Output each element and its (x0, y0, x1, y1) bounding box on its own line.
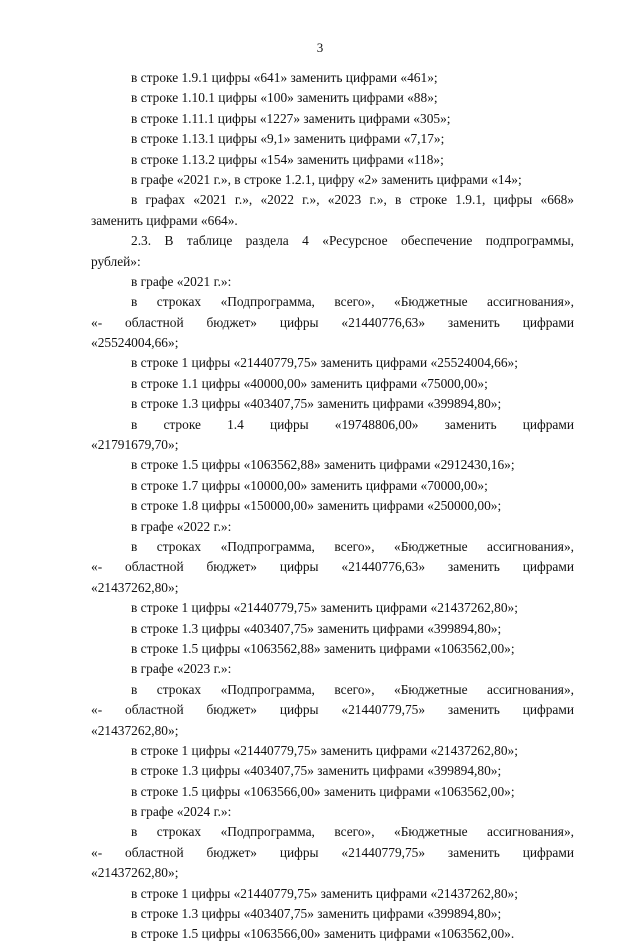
text-line: в графе «2022 г.»: (131, 518, 232, 534)
text-line: в графе «2021 г.», в строке 1.2.1, цифру «2» заменить цифрами «14»; (131, 171, 522, 187)
text-line: в строке 1 цифры «21440779,75» заменить цифрами «21437262,80»; (131, 600, 518, 616)
text-line: в графе «2024 г.»: (131, 804, 232, 820)
text-line: «21437262,80»; (91, 722, 179, 738)
text-line: «- областной бюджет» цифры «21440779,75» заменить цифрами (91, 844, 574, 860)
page-number: 3 (316, 40, 324, 55)
text-line: в строке 1.13.1 цифры «9,1» заменить цифрами «7,17»; (131, 131, 445, 147)
text-line: в строках «Подпрограмма, всего», «Бюджетные ассигнования», (131, 824, 574, 840)
text-line: 2.3. В таблице раздела 4 «Ресурсное обеспечение подпрограммы, (131, 233, 574, 249)
text-line: в строке 1.4 цифры «19748806,00» заменить цифрами (131, 416, 574, 432)
text-line: в строках «Подпрограмма, всего», «Бюджетные ассигнования», (131, 294, 574, 310)
text-line: в строках «Подпрограмма, всего», «Бюджетные ассигнования», (131, 538, 574, 554)
text-line: «21791679,70»; (91, 437, 179, 453)
text-line: в строке 1.8 цифры «150000,00» заменить цифрами «250000,00»; (131, 498, 502, 514)
text-line: в графе «2023 г.»: (131, 661, 232, 677)
text-line: в строке 1.3 цифры «403407,75» заменить цифрами «399894,80»; (131, 906, 502, 922)
text-line: «- областной бюджет» цифры «21440779,75» заменить цифрами (91, 702, 574, 718)
text-line: в строке 1.13.2 цифры «154» заменить цифрами «118»; (131, 151, 444, 167)
text-line: в графе «2021 г.»: (131, 273, 232, 289)
text-line: «21437262,80»; (91, 579, 179, 595)
text-line: в строке 1 цифры «21440779,75» заменить цифрами «21437262,80»; (131, 742, 518, 758)
text-line: «- областной бюджет» цифры «21440776,63» заменить цифрами (91, 559, 574, 575)
text-line: «25524004,66»; (91, 335, 179, 351)
text-line: в строке 1.5 цифры «1063566,00» заменить цифрами «1063562,00»; (131, 783, 515, 799)
text-line: в строке 1.3 цифры «403407,75» заменить цифрами «399894,80»; (131, 620, 502, 636)
text-line: в строке 1.7 цифры «10000,00» заменить цифрами «70000,00»; (131, 477, 488, 493)
text-line: в строке 1 цифры «21440779,75» заменить цифрами «21437262,80»; (131, 885, 518, 901)
text-line: в строке 1.3 цифры «403407,75» заменить цифрами «399894,80»; (131, 396, 502, 412)
document-body (91, 68, 574, 945)
text-line: в строке 1.5 цифры «1063566,00» заменить цифрами «1063562,00». (131, 926, 515, 942)
text-line: в строке 1.1 цифры «40000,00» заменить цифрами «75000,00»; (131, 375, 488, 391)
text-line: в строке 1 цифры «21440779,75» заменить цифрами «25524004,66»; (131, 355, 518, 371)
text-line: в строке 1.10.1 цифры «100» заменить цифрами «88»; (131, 90, 438, 106)
text-line: в строке 1.3 цифры «403407,75» заменить цифрами «399894,80»; (131, 763, 502, 779)
text-line: в строке 1.5 цифры «1063562,88» заменить цифрами «1063562,00»; (131, 640, 515, 656)
text-line: «21437262,80»; (91, 865, 179, 881)
text-line: в строке 1.5 цифры «1063562,88» заменить цифрами «2912430,16»; (131, 457, 515, 473)
text-line: в строке 1.9.1 цифры «641» заменить цифрами «461»; (131, 70, 438, 85)
text-line: «- областной бюджет» цифры «21440776,63» заменить цифрами (91, 314, 574, 330)
text-line: рублей»: (91, 253, 141, 269)
text-line: в строке 1.11.1 цифры «1227» заменить цифрами «305»; (131, 110, 451, 126)
text-line: в строках «Подпрограмма, всего», «Бюджетные ассигнования», (131, 681, 574, 697)
text-line: в графах «2021 г.», «2022 г.», «2023 г.», в строке 1.9.1, цифры «668» (131, 192, 574, 208)
text-line: заменить цифрами «664». (91, 212, 238, 228)
